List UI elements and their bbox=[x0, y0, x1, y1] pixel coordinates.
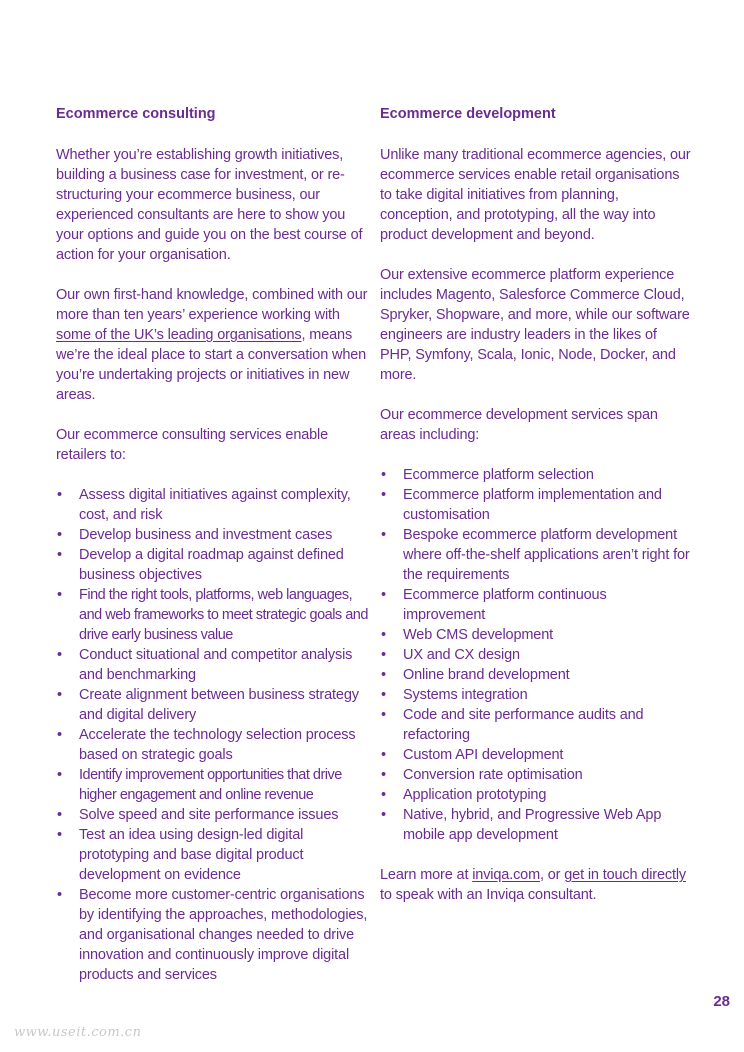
list-item: • UX and CX design bbox=[380, 645, 692, 665]
list-item: • Conduct situational and competitor analysis and benchmarking bbox=[56, 645, 368, 685]
consulting-experience: Our own first-hand knowledge, combined with our more than ten years’ experience working with some of the UK’s leading organisations, means we’re the ideal place to start a conversation when you’re undertaking projects or initiatives in new areas. bbox=[56, 287, 368, 403]
watermark: www.useit.com.cn bbox=[14, 1025, 142, 1040]
development-services-intro: Our ecommerce development services span areas including: bbox=[380, 407, 658, 443]
consulting-services-intro: Our ecommerce consulting services enable retailers to: bbox=[56, 427, 329, 463]
list-item: • Custom API development bbox=[380, 745, 692, 765]
list-item: • Test an idea using design-led digital prototyping and base digital product development on evidence bbox=[56, 825, 368, 885]
list-item: • Bespoke ecommerce platform development where off-the-shelf applications aren’t right for the requirements bbox=[380, 525, 692, 585]
get-in-touch-link[interactable]: get in touch directly bbox=[564, 867, 687, 883]
list-item: • Accelerate the technology selection process based on strategic goals bbox=[56, 725, 368, 765]
list-item: • Systems integration bbox=[380, 685, 692, 705]
development-intro: Unlike many traditional ecommerce agencies, our ecommerce services enable retail organisations to take digital initiatives from planning, conception, and prototyping, all the way into product development and beyond. bbox=[380, 147, 691, 243]
list-item: • Application prototyping bbox=[380, 785, 692, 805]
consulting-intro: Whether you’re establishing growth initiatives, building a business case for investment, or re-structuring your ecommerce business, our experienced consultants are here to show you your options and guide you on the best course of action for your organisation. bbox=[56, 147, 363, 263]
list-item: • Solve speed and site performance issues bbox=[56, 805, 368, 825]
consulting-services-list bbox=[56, 485, 368, 985]
list-item: • Identify improvement opportunities that drive higher engagement and online revenue bbox=[56, 765, 368, 805]
list-item: • Become more customer-centric organisations by identifying the approaches, methodologies, and organisational changes needed to drive innovation and continuously improve digital products and services bbox=[56, 885, 368, 985]
development-heading: Ecommerce development bbox=[380, 106, 556, 122]
list-item: • Find the right tools, platforms, web languages, and web frameworks to meet strategic goals and drive early business value bbox=[56, 585, 368, 645]
list-item: • Ecommerce platform continuous improvement bbox=[380, 585, 692, 625]
list-item: • Develop business and investment cases bbox=[56, 525, 368, 545]
list-item: • Online brand development bbox=[380, 665, 692, 685]
list-item: • Code and site performance audits and refactoring bbox=[380, 705, 692, 745]
development-column bbox=[380, 103, 692, 905]
list-item: • Web CMS development bbox=[380, 625, 692, 645]
development-services-list bbox=[380, 465, 692, 845]
uk-organisations-link[interactable]: some of the UK’s leading organisations bbox=[56, 327, 302, 343]
platform-experience: Our extensive ecommerce platform experience includes Magento, Salesforce Commerce Cloud, Spryker, Shopware, and more, while our software engineers are industry leaders in the likes of PHP, Symfony, Scala, Ionic, Node, Docker, and more. bbox=[380, 267, 690, 383]
list-item: • Create alignment between business strategy and digital delivery bbox=[56, 685, 368, 725]
list-item: • Native, hybrid, and Progressive Web App mobile app development bbox=[380, 805, 692, 845]
list-item: • Conversion rate optimisation bbox=[380, 765, 692, 785]
list-item: • Ecommerce platform implementation and customisation bbox=[380, 485, 692, 525]
inviqa-link[interactable]: inviqa.com bbox=[472, 867, 541, 883]
closing-text: Learn more at inviqa.com, or get in touch directly to speak with an Inviqa consultant. bbox=[380, 867, 687, 903]
list-item: • Assess digital initiatives against complexity, cost, and risk bbox=[56, 485, 368, 525]
consulting-column bbox=[56, 103, 368, 985]
consulting-heading: Ecommerce consulting bbox=[56, 106, 216, 122]
page-number: 28 bbox=[713, 993, 730, 1010]
list-item: • Ecommerce platform selection bbox=[380, 465, 692, 485]
list-item: • Develop a digital roadmap against defined business objectives bbox=[56, 545, 368, 585]
